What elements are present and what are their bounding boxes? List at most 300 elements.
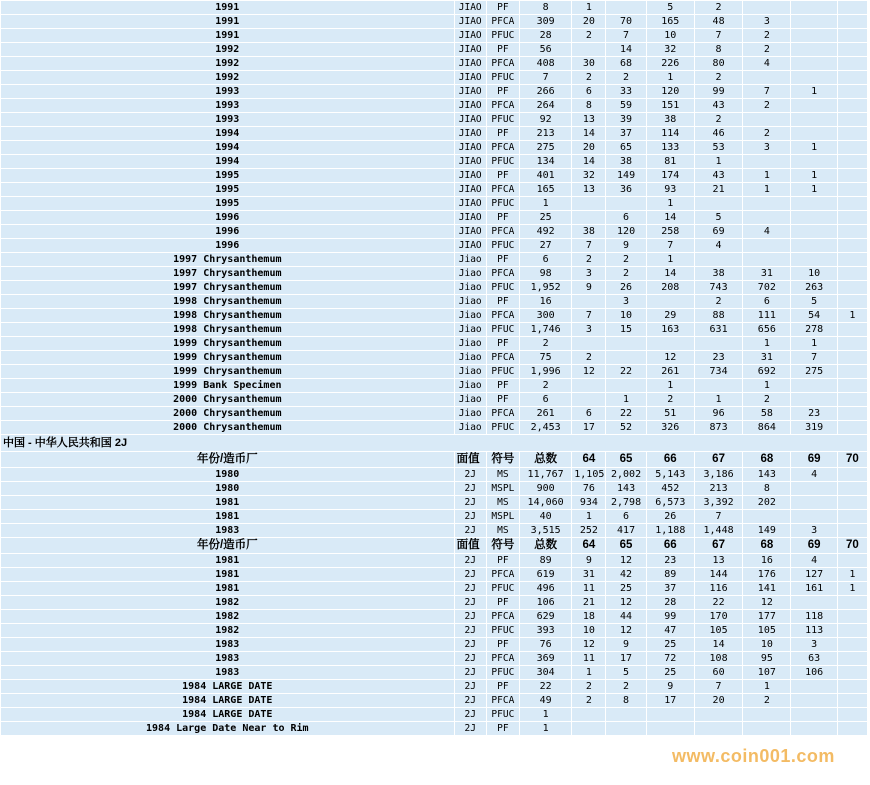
year-cell: 1998 Chrysanthemum bbox=[1, 309, 455, 323]
count-cell: 58 bbox=[743, 407, 791, 421]
count-cell: 213 bbox=[519, 127, 571, 141]
count-cell: 4 bbox=[743, 57, 791, 71]
count-cell: 2 bbox=[519, 379, 571, 393]
count-cell: 44 bbox=[606, 610, 646, 624]
table-row bbox=[1, 722, 868, 736]
denomination-cell: JIAO bbox=[454, 211, 486, 225]
table-row bbox=[1, 596, 868, 610]
year-cell: 1983 bbox=[1, 666, 455, 680]
count-cell: 38 bbox=[694, 267, 742, 281]
count-cell: 1 bbox=[743, 337, 791, 351]
count-cell: 266 bbox=[519, 85, 571, 99]
count-cell: 1 bbox=[791, 169, 837, 183]
column-header: 符号 bbox=[486, 538, 519, 554]
count-cell bbox=[837, 638, 867, 652]
count-cell: 1 bbox=[743, 183, 791, 197]
count-cell: 2 bbox=[694, 71, 742, 85]
count-cell bbox=[837, 253, 867, 267]
count-cell: 31 bbox=[743, 267, 791, 281]
count-cell: 263 bbox=[791, 281, 837, 295]
count-cell: 30 bbox=[572, 57, 606, 71]
count-cell: 4 bbox=[743, 225, 791, 239]
count-cell: 452 bbox=[646, 482, 694, 496]
table-row bbox=[1, 225, 868, 239]
count-cell: 161 bbox=[791, 582, 837, 596]
count-cell: 107 bbox=[743, 666, 791, 680]
count-cell bbox=[572, 379, 606, 393]
denomination-cell: Jiao bbox=[454, 309, 486, 323]
table-row bbox=[1, 43, 868, 57]
count-cell: 304 bbox=[519, 666, 571, 680]
count-cell bbox=[791, 71, 837, 85]
type-cell: PFUC bbox=[486, 71, 519, 85]
year-cell: 1984 Large Date Near to Rim bbox=[1, 722, 455, 736]
count-cell: 2 bbox=[606, 267, 646, 281]
count-cell: 116 bbox=[694, 582, 742, 596]
count-cell: 6 bbox=[519, 253, 571, 267]
count-cell: 99 bbox=[694, 85, 742, 99]
count-cell: 7 bbox=[791, 351, 837, 365]
count-cell: 93 bbox=[646, 183, 694, 197]
count-cell: 144 bbox=[694, 568, 742, 582]
year-cell: 1992 bbox=[1, 57, 455, 71]
count-cell bbox=[791, 253, 837, 267]
denomination-cell: 2J bbox=[454, 652, 486, 666]
count-cell bbox=[837, 393, 867, 407]
table-row bbox=[1, 71, 868, 85]
denomination-cell: 2J bbox=[454, 468, 486, 482]
count-cell bbox=[694, 722, 742, 736]
count-cell: 7 bbox=[572, 239, 606, 253]
type-cell: PFUC bbox=[486, 29, 519, 43]
type-cell: PF bbox=[486, 169, 519, 183]
count-cell: 1,105 bbox=[572, 468, 606, 482]
count-cell: 13 bbox=[572, 113, 606, 127]
denomination-cell: Jiao bbox=[454, 267, 486, 281]
count-cell bbox=[837, 624, 867, 638]
count-cell bbox=[743, 239, 791, 253]
type-cell: PFCA bbox=[486, 183, 519, 197]
count-cell: 38 bbox=[572, 225, 606, 239]
table-row bbox=[1, 1, 868, 15]
table-row bbox=[1, 29, 868, 43]
count-cell bbox=[837, 337, 867, 351]
site-watermark: www.coin001.com bbox=[672, 746, 835, 766]
type-cell: PFUC bbox=[486, 582, 519, 596]
count-cell: 12 bbox=[606, 624, 646, 638]
count-cell: 14 bbox=[572, 127, 606, 141]
count-cell: 12 bbox=[606, 596, 646, 610]
count-cell: 1 bbox=[837, 309, 867, 323]
count-cell: 65 bbox=[606, 141, 646, 155]
count-cell: 12 bbox=[743, 596, 791, 610]
year-cell: 1994 bbox=[1, 155, 455, 169]
count-cell: 17 bbox=[646, 694, 694, 708]
count-cell: 8 bbox=[519, 1, 571, 15]
denomination-cell: 2J bbox=[454, 582, 486, 596]
count-cell: 26 bbox=[606, 281, 646, 295]
count-cell bbox=[606, 722, 646, 736]
count-cell: 149 bbox=[743, 524, 791, 538]
count-cell: 170 bbox=[694, 610, 742, 624]
year-cell: 2000 Chrysanthemum bbox=[1, 407, 455, 421]
year-cell: 1993 bbox=[1, 85, 455, 99]
count-cell bbox=[791, 510, 837, 524]
count-cell bbox=[572, 43, 606, 57]
count-cell: 7 bbox=[606, 29, 646, 43]
column-header: 年份/造币厂 bbox=[1, 538, 455, 554]
count-cell: 3,515 bbox=[519, 524, 571, 538]
count-cell bbox=[837, 407, 867, 421]
count-cell: 5 bbox=[606, 666, 646, 680]
count-cell: 629 bbox=[519, 610, 571, 624]
count-cell: 278 bbox=[791, 323, 837, 337]
table-row bbox=[1, 253, 868, 267]
count-cell: 1 bbox=[694, 393, 742, 407]
year-cell: 1998 Chrysanthemum bbox=[1, 323, 455, 337]
count-cell bbox=[837, 379, 867, 393]
count-cell bbox=[837, 351, 867, 365]
denomination-cell: JIAO bbox=[454, 127, 486, 141]
type-cell: MS bbox=[486, 468, 519, 482]
denomination-cell: 2J bbox=[454, 524, 486, 538]
year-cell: 1984 LARGE DATE bbox=[1, 694, 455, 708]
count-cell bbox=[837, 239, 867, 253]
table-row bbox=[1, 323, 868, 337]
denomination-cell: 2J bbox=[454, 638, 486, 652]
count-cell bbox=[837, 57, 867, 71]
count-cell: 46 bbox=[694, 127, 742, 141]
count-cell: 105 bbox=[743, 624, 791, 638]
denomination-cell: 2J bbox=[454, 568, 486, 582]
year-cell: 1984 LARGE DATE bbox=[1, 680, 455, 694]
count-cell: 127 bbox=[791, 568, 837, 582]
count-cell: 1 bbox=[572, 1, 606, 15]
count-cell: 174 bbox=[646, 169, 694, 183]
count-cell: 3,186 bbox=[694, 468, 742, 482]
count-cell: 37 bbox=[646, 582, 694, 596]
column-header: 68 bbox=[743, 538, 791, 554]
count-cell: 2,002 bbox=[606, 468, 646, 482]
proof-rows bbox=[1, 554, 868, 736]
count-cell: 108 bbox=[694, 652, 742, 666]
count-cell bbox=[837, 666, 867, 680]
count-cell: 143 bbox=[743, 468, 791, 482]
type-cell: MSPL bbox=[486, 510, 519, 524]
count-cell bbox=[837, 596, 867, 610]
denomination-cell: Jiao bbox=[454, 351, 486, 365]
year-cell: 1991 bbox=[1, 29, 455, 43]
count-cell: 2 bbox=[606, 71, 646, 85]
type-cell: PFUC bbox=[486, 365, 519, 379]
column-header: 65 bbox=[606, 452, 646, 468]
count-cell bbox=[791, 155, 837, 169]
count-cell: 2 bbox=[646, 393, 694, 407]
count-cell bbox=[791, 127, 837, 141]
count-cell: 496 bbox=[519, 582, 571, 596]
count-cell bbox=[791, 57, 837, 71]
count-cell: 39 bbox=[606, 113, 646, 127]
denomination-cell: Jiao bbox=[454, 323, 486, 337]
table-row bbox=[1, 365, 868, 379]
count-cell: 1,746 bbox=[519, 323, 571, 337]
count-cell: 47 bbox=[646, 624, 694, 638]
count-cell bbox=[694, 253, 742, 267]
count-cell: 10 bbox=[572, 624, 606, 638]
count-cell: 176 bbox=[743, 568, 791, 582]
count-cell: 16 bbox=[743, 554, 791, 568]
count-cell bbox=[743, 708, 791, 722]
count-cell: 12 bbox=[572, 638, 606, 652]
count-cell: 12 bbox=[606, 554, 646, 568]
table-row bbox=[1, 379, 868, 393]
count-cell bbox=[837, 1, 867, 15]
count-cell: 81 bbox=[646, 155, 694, 169]
year-cell: 1981 bbox=[1, 496, 455, 510]
type-cell: PFUC bbox=[486, 197, 519, 211]
count-cell bbox=[791, 379, 837, 393]
count-cell: 1 bbox=[743, 169, 791, 183]
year-cell: 1992 bbox=[1, 71, 455, 85]
denomination-cell: Jiao bbox=[454, 281, 486, 295]
count-cell: 2 bbox=[519, 337, 571, 351]
count-cell: 743 bbox=[694, 281, 742, 295]
count-cell: 37 bbox=[606, 127, 646, 141]
type-cell: PFCA bbox=[486, 267, 519, 281]
type-cell: PF bbox=[486, 295, 519, 309]
count-cell: 275 bbox=[519, 141, 571, 155]
count-cell: 18 bbox=[572, 610, 606, 624]
denomination-cell: Jiao bbox=[454, 379, 486, 393]
count-cell: 702 bbox=[743, 281, 791, 295]
count-cell: 3 bbox=[572, 267, 606, 281]
count-cell: 1 bbox=[743, 680, 791, 694]
table-row bbox=[1, 113, 868, 127]
count-cell: 3 bbox=[743, 15, 791, 29]
count-cell bbox=[791, 722, 837, 736]
count-cell bbox=[837, 652, 867, 666]
count-cell: 60 bbox=[694, 666, 742, 680]
table-row bbox=[1, 267, 868, 281]
count-cell bbox=[743, 722, 791, 736]
count-cell: 2,798 bbox=[606, 496, 646, 510]
denomination-cell: JIAO bbox=[454, 85, 486, 99]
year-cell: 1980 bbox=[1, 482, 455, 496]
count-cell: 75 bbox=[519, 351, 571, 365]
table-row bbox=[1, 708, 868, 722]
count-cell: 6 bbox=[572, 85, 606, 99]
count-cell: 6 bbox=[743, 295, 791, 309]
count-cell bbox=[606, 708, 646, 722]
table-row bbox=[1, 582, 868, 596]
count-cell: 111 bbox=[743, 309, 791, 323]
count-cell: 3 bbox=[791, 524, 837, 538]
count-cell: 7 bbox=[694, 29, 742, 43]
count-cell: 1 bbox=[606, 393, 646, 407]
count-cell: 258 bbox=[646, 225, 694, 239]
count-cell: 261 bbox=[646, 365, 694, 379]
denomination-cell: JIAO bbox=[454, 99, 486, 113]
count-cell bbox=[837, 554, 867, 568]
count-cell: 141 bbox=[743, 582, 791, 596]
count-cell: 1 bbox=[519, 722, 571, 736]
count-cell bbox=[837, 29, 867, 43]
count-cell: 6 bbox=[606, 211, 646, 225]
count-cell: 1 bbox=[694, 155, 742, 169]
count-cell bbox=[837, 365, 867, 379]
count-cell: 95 bbox=[743, 652, 791, 666]
count-cell bbox=[743, 253, 791, 267]
count-cell: 25 bbox=[646, 666, 694, 680]
count-cell bbox=[837, 225, 867, 239]
type-cell: PFCA bbox=[486, 141, 519, 155]
count-cell bbox=[837, 71, 867, 85]
year-cell: 1995 bbox=[1, 183, 455, 197]
count-cell bbox=[606, 351, 646, 365]
type-cell: PFCA bbox=[486, 407, 519, 421]
type-cell: PFCA bbox=[486, 15, 519, 29]
count-cell bbox=[837, 127, 867, 141]
count-cell: 23 bbox=[694, 351, 742, 365]
count-cell: 3 bbox=[791, 638, 837, 652]
count-cell bbox=[791, 596, 837, 610]
count-cell: 3 bbox=[743, 141, 791, 155]
denomination-cell: 2J bbox=[454, 624, 486, 638]
count-cell: 10 bbox=[646, 29, 694, 43]
count-cell: 393 bbox=[519, 624, 571, 638]
year-cell: 1992 bbox=[1, 43, 455, 57]
column-header: 年份/造币厂 bbox=[1, 452, 455, 468]
type-cell: PFCA bbox=[486, 610, 519, 624]
count-cell: 1 bbox=[572, 666, 606, 680]
count-cell: 7 bbox=[743, 85, 791, 99]
count-cell bbox=[837, 169, 867, 183]
type-cell: MS bbox=[486, 524, 519, 538]
type-cell: PFUC bbox=[486, 421, 519, 435]
count-cell: 11 bbox=[572, 582, 606, 596]
count-cell: 96 bbox=[694, 407, 742, 421]
count-cell: 106 bbox=[791, 666, 837, 680]
count-cell: 12 bbox=[646, 351, 694, 365]
table-row bbox=[1, 295, 868, 309]
count-cell: 1 bbox=[837, 568, 867, 582]
count-cell: 22 bbox=[606, 365, 646, 379]
year-cell: 1982 bbox=[1, 610, 455, 624]
count-cell: 9 bbox=[606, 638, 646, 652]
count-cell: 52 bbox=[606, 421, 646, 435]
count-cell: 38 bbox=[646, 113, 694, 127]
count-cell: 28 bbox=[519, 29, 571, 43]
count-cell: 11 bbox=[572, 652, 606, 666]
count-cell: 80 bbox=[694, 57, 742, 71]
count-cell bbox=[791, 239, 837, 253]
year-cell: 1996 bbox=[1, 211, 455, 225]
table-row bbox=[1, 337, 868, 351]
year-cell: 1999 Chrysanthemum bbox=[1, 351, 455, 365]
table-row bbox=[1, 183, 868, 197]
count-cell: 89 bbox=[646, 568, 694, 582]
denomination-cell: JIAO bbox=[454, 29, 486, 43]
denomination-cell: Jiao bbox=[454, 253, 486, 267]
count-cell: 2 bbox=[694, 1, 742, 15]
count-cell: 31 bbox=[743, 351, 791, 365]
denomination-cell: JIAO bbox=[454, 1, 486, 15]
count-cell: 13 bbox=[572, 183, 606, 197]
count-cell: 9 bbox=[572, 281, 606, 295]
count-cell: 40 bbox=[519, 510, 571, 524]
count-cell: 5 bbox=[694, 211, 742, 225]
count-cell: 118 bbox=[791, 610, 837, 624]
count-cell: 1,448 bbox=[694, 524, 742, 538]
count-cell: 631 bbox=[694, 323, 742, 337]
count-cell: 6 bbox=[519, 393, 571, 407]
count-cell: 1 bbox=[743, 379, 791, 393]
type-cell: PFUC bbox=[486, 281, 519, 295]
column-header: 64 bbox=[572, 538, 606, 554]
column-header: 70 bbox=[837, 452, 867, 468]
count-cell: 17 bbox=[606, 652, 646, 666]
count-cell: 43 bbox=[694, 99, 742, 113]
count-cell: 1 bbox=[646, 71, 694, 85]
year-cell: 1995 bbox=[1, 169, 455, 183]
type-cell: PF bbox=[486, 337, 519, 351]
count-cell: 151 bbox=[646, 99, 694, 113]
count-cell: 69 bbox=[694, 225, 742, 239]
count-cell: 120 bbox=[646, 85, 694, 99]
type-cell: MSPL bbox=[486, 482, 519, 496]
count-cell: 10 bbox=[791, 267, 837, 281]
count-cell: 29 bbox=[646, 309, 694, 323]
count-cell: 20 bbox=[694, 694, 742, 708]
type-cell: PFCA bbox=[486, 351, 519, 365]
denomination-cell: JIAO bbox=[454, 15, 486, 29]
denomination-cell: JIAO bbox=[454, 43, 486, 57]
count-cell: 113 bbox=[791, 624, 837, 638]
count-cell: 208 bbox=[646, 281, 694, 295]
year-cell: 1981 bbox=[1, 554, 455, 568]
count-cell bbox=[572, 197, 606, 211]
count-cell: 53 bbox=[694, 141, 742, 155]
count-cell: 1,996 bbox=[519, 365, 571, 379]
type-cell: PFCA bbox=[486, 568, 519, 582]
denomination-cell: 2J bbox=[454, 482, 486, 496]
table-row bbox=[1, 624, 868, 638]
type-cell: PFUC bbox=[486, 113, 519, 127]
column-header: 69 bbox=[791, 538, 837, 554]
type-cell: PF bbox=[486, 393, 519, 407]
denomination-cell: 2J bbox=[454, 554, 486, 568]
denomination-cell: Jiao bbox=[454, 421, 486, 435]
count-cell: 8 bbox=[694, 43, 742, 57]
count-cell bbox=[646, 708, 694, 722]
count-cell: 21 bbox=[572, 596, 606, 610]
count-cell bbox=[837, 524, 867, 538]
table-row bbox=[1, 468, 868, 482]
count-cell: 734 bbox=[694, 365, 742, 379]
count-cell: 900 bbox=[519, 482, 571, 496]
count-cell bbox=[837, 421, 867, 435]
column-header: 70 bbox=[837, 538, 867, 554]
table-row bbox=[1, 568, 868, 582]
count-cell: 7 bbox=[694, 510, 742, 524]
count-cell: 1 bbox=[791, 337, 837, 351]
count-cell: 2 bbox=[572, 351, 606, 365]
denomination-cell: 2J bbox=[454, 722, 486, 736]
count-cell bbox=[837, 468, 867, 482]
type-cell: PF bbox=[486, 680, 519, 694]
type-cell: PFCA bbox=[486, 694, 519, 708]
count-cell: 2 bbox=[572, 694, 606, 708]
